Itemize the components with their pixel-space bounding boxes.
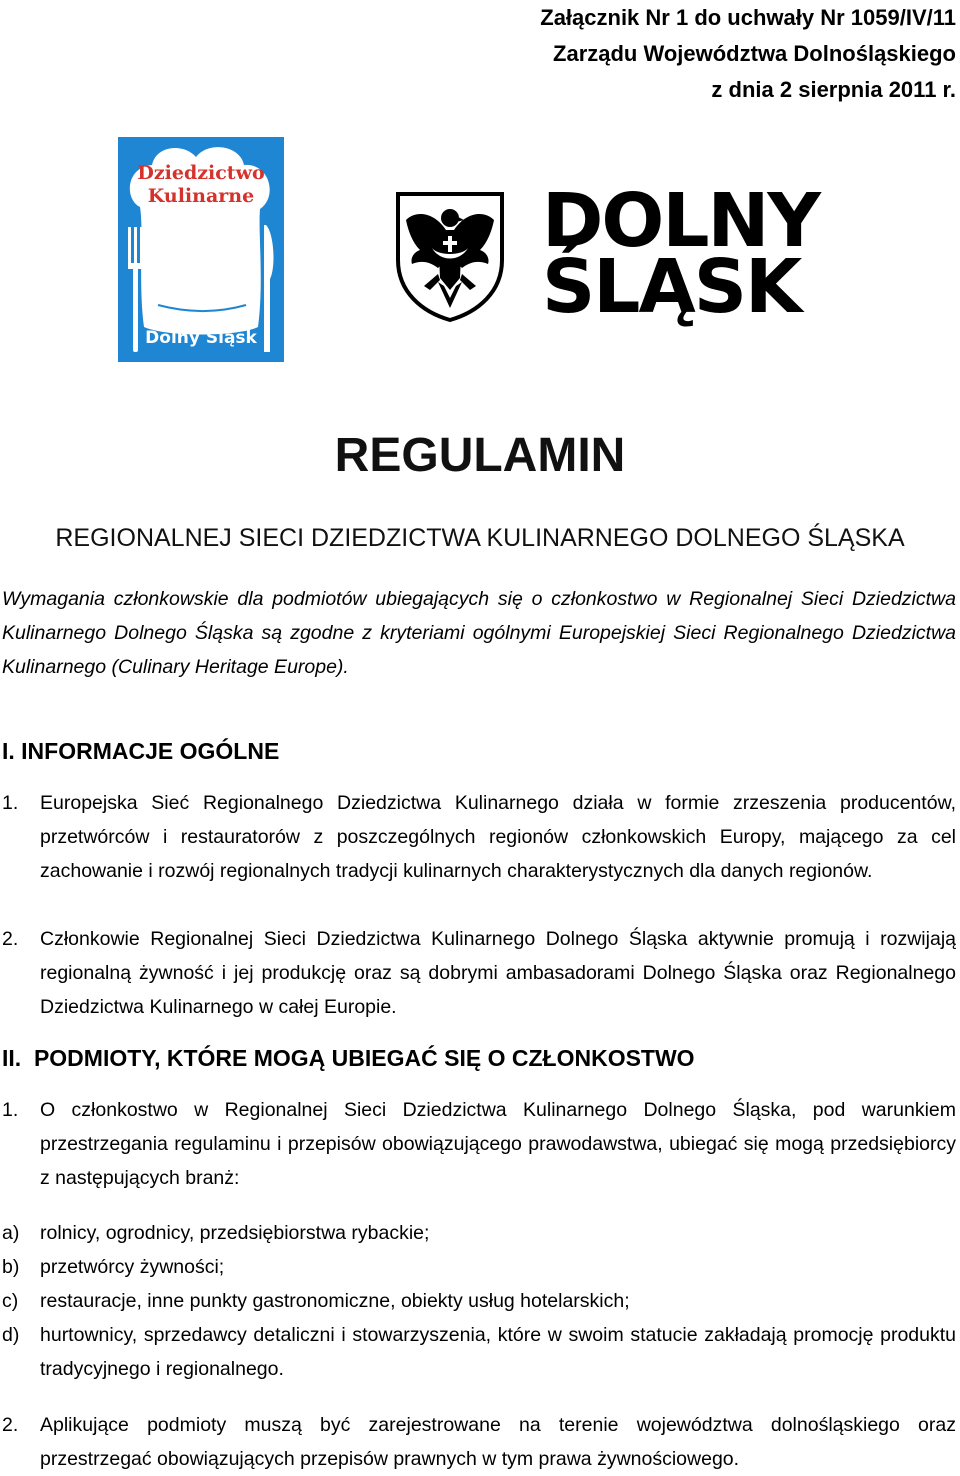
logo-text-bottom: Dolny Śląsk [145, 328, 257, 348]
list-item [2, 1216, 956, 1250]
chef-hat-logo-icon [118, 137, 284, 362]
list-text: Europejska Sieć Regionalnego Dziedzictwa Kulinarnego działa w formie zrzeszenia producentów, przetwórców i restauratorów z poszczególnych regionów członkowskich Europy, mającego za cel zachowanie i rozwój regionalnych tradycji kulinarnych charakterystycznych dla danych regionów. [40, 792, 956, 882]
list-text: rolnicy, ogrodnicy, przedsiębiorstwa rybackie; [40, 1222, 430, 1244]
list-text: Członkowie Regionalnej Sieci Dziedzictwa Kulinarnego Dolnego Śląska aktywnie promują i rozwijają regionalną żywność i jej produkcję oraz są dobrymi ambasadorami Dolnego Śląska oraz Regionalnego Dziedzictwa Kulinarnego w całej Europie. [40, 928, 956, 1018]
list-item [2, 1093, 956, 1195]
list-text: Aplikujące podmioty muszą być zarejestrowane na terenie województwa dolnośląskiego oraz przestrzegać obowiązujących przepisów prawnych w tym prawa żywnościowego. [40, 1414, 956, 1470]
list-marker: d) [2, 1324, 20, 1346]
section-heading-general: I. INFORMACJE OGÓLNE [2, 738, 280, 764]
list-marker: b) [2, 1256, 20, 1278]
logo-text-top: Dziedzictwo [137, 162, 265, 184]
wordmark-line-2: ŚLĄSK [542, 244, 801, 330]
dolny-slask-wordmark [542, 178, 820, 330]
list-marker: c) [2, 1290, 19, 1312]
intro-paragraph: Wymagania członkowskie dla podmiotów ubiegających się o członkostwo w Regionalnej Sieci Dziedzictwa Kulinarnego Dolnego Śląska są zgodne z kryteriami ogólnymi Europejskiej Sieci Regionalnego Dziedzictwa Kulinarnego (Culinary Heritage Europe). [2, 588, 956, 678]
list-marker: 2. [2, 928, 19, 950]
section-heading-eligible-entities: II. PODMIOTY, KTÓRE MOGĄ UBIEGAĆ SIĘ O CZŁONKOSTWO [2, 1045, 695, 1071]
culinary-heritage-logo [118, 137, 284, 362]
list-item [2, 1408, 956, 1476]
list-marker: 1. [2, 1099, 19, 1121]
list-marker: 2. [2, 1414, 19, 1436]
eagle-shield-icon [394, 190, 506, 324]
header-date-line: z dnia 2 sierpnia 2011 r. [711, 77, 956, 102]
header-board-line: Zarządu Województwa Dolnośląskiego [553, 41, 956, 66]
wordmark-line-1: DOLNY [542, 178, 820, 264]
list-text: przetwórcy żywności; [40, 1256, 225, 1278]
list-item [2, 922, 956, 1024]
list-item [2, 1318, 956, 1386]
coat-of-arms [394, 190, 506, 324]
list-text: hurtownicy, sprzedawcy detaliczni i stowarzyszenia, które w swoim statucie zakładają promocję produktu tradycyjnego i regionalnego. [40, 1324, 956, 1380]
logo-text-middle: Kulinarne [147, 185, 255, 207]
list-item [2, 1250, 956, 1284]
list-marker: 1. [2, 792, 19, 814]
list-text: O członkostwo w Regionalnej Sieci Dziedzictwa Kulinarnego Dolnego Śląska, pod warunkiem przestrzegania regulaminu i przepisów obowiązującego prawodawstwa, ubiegać się mogą przedsiębiorcy z następujących branż: [40, 1099, 956, 1189]
list-marker: a) [2, 1222, 20, 1244]
list-item [2, 1284, 956, 1318]
document-title: REGULAMIN [334, 429, 626, 482]
document-subtitle: REGIONALNEJ SIECI DZIEDZICTWA KULINARNEGO DOLNEGO ŚLĄSKA [55, 524, 905, 552]
header-annex-line: Załącznik Nr 1 do uchwały Nr 1059/IV/11 [540, 5, 956, 30]
list-text: restauracje, inne punkty gastronomiczne, obiekty usług hotelarskich; [40, 1290, 630, 1312]
list-item [2, 786, 956, 888]
document-header [456, 0, 956, 108]
